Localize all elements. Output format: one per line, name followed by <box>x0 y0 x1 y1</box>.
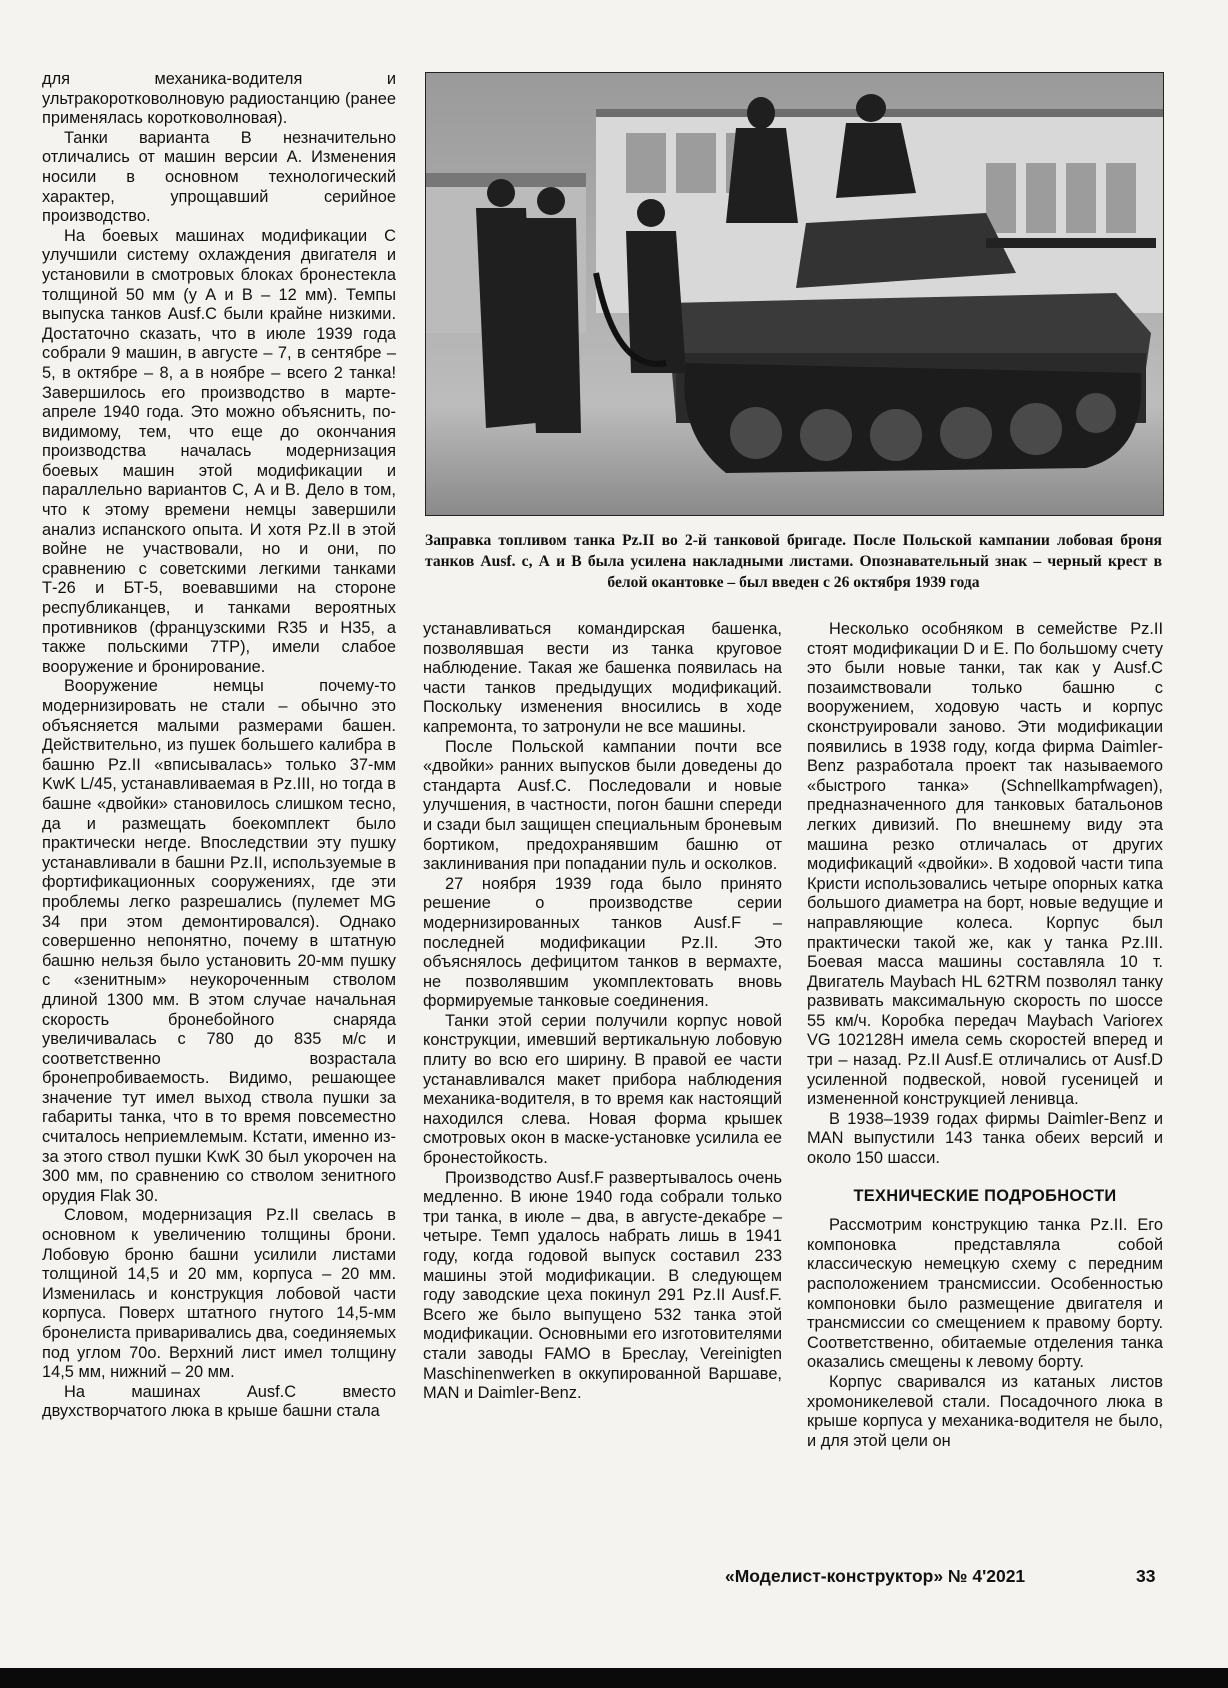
paragraph: После Польской кампании почти все «двойки» ранних выпусков были доведены до стандарта Ausf.C. Последовали и новые улучшения, в частности, погон башни спереди и сзади был защищен специальным броневым бортиком, предохранявшим башню от заклинивания при попадании пуль и осколков. <box>423 737 782 874</box>
journal-name: «Моделист-конструктор» № 4'2021 <box>725 1566 1026 1586</box>
paragraph: Корпус сваривался из катаных листов хромоникелевой стали. Посадочного люка в крыше корпуса у механика-водителя не было, и для этой цели он <box>807 1372 1163 1450</box>
text-column-3 <box>807 620 1163 1451</box>
paragraph: На машинах Ausf.C вместо двухстворчатого люка в крыше башни стала <box>42 1382 396 1421</box>
paragraph: В 1938–1939 годах фирмы Daimler-Benz и MAN выпустили 143 танка обеих версий и около 150 шасси. <box>807 1109 1163 1168</box>
paragraph: Вооружение немцы почему-то модернизировать не стали – обычно это объясняется малыми размерами башен. Действительно, из пушек большего калибра в башню Pz.II «вписывалась» только 37-мм KwK L/45, устанавливаемая в Pz.III, но тогда в башне «двойки» становилось слишком тесно, да и размещать боекомплект было практически негде. Впоследствии эту пушку устанавливали в башни Pz.II, используемые в фортификационных сооружениях, где эти проблемы легко разрешались (пулемет MG 34 при этом демонтировался). Однако совершенно непонятно, почему в штатную башню нельзя было установить 20-мм пушку с «зенитным» неукороченным стволом длиной 1300 мм. В этом случае начальная скорость бронебойного снаряда увеличивалась с 780 до 835 м/с и соответственно возрастала бронепробиваемость. Видимо, решающее значение тут имел выход ствола пушки за габариты танка, что в то время повсеместно считалось неприемлемым. Кстати, именно из-за этого ствол пушки KwK 30 был укорочен на 300 мм, по сравнению со стволом зенитного орудия Flak 30. <box>42 677 396 1205</box>
paragraph: Производство Ausf.F развертывалось очень медленно. В июне 1940 года собрали только три танка, в июле – два, в августе-декабре – четыре. Темп удалось набрать лишь в 1941 году, когда годовой выпуск составил 233 машины этой модификации. В следующем году заводские цеха покинул 291 Pz.II Ausf.F. Всего же было выпущено 532 танка этой модификации. Основными его изготовителями стали заводы FAMO в Бреслау, Vereinigten Maschinenwerken в оккупированной Варшаве, MAN и Daimler-Benz. <box>423 1168 782 1403</box>
paragraph: 27 ноября 1939 года было принято решение о производстве серии модернизированных танков Ausf.F – последней модификации Pz.II. Это объяснялось дефицитом танков в вермахте, не позволявшим укомплектовать вновь формируемые танковые соединения. <box>423 874 782 1011</box>
paragraph: Танки этой серии получили корпус новой конструкции, имевший вертикальную лобовую плиту во всю его ширину. В правой ее части устанавливался макет прибора наблюдения механика-водителя, в то время как настоящий находился слева. Новая форма крышек смотровых окон в маске-установке усилила ее бронестойкость. <box>423 1011 782 1168</box>
paragraph: Словом, модернизация Pz.II свелась в основном к увеличению толщины брони. Лобовую броню башни усилили листами толщиной 14,5 и 20 мм, корпуса – 20 мм. Изменилась и конструкция лобовой части корпуса. Поверх штатного гнутого 14,5-мм бронелиста приваривались два, соединяемых под углом 70о. Верхний лист имел толщину 14,5 мм, нижний – 20 мм. <box>42 1206 396 1382</box>
photo-caption: Заправка топливом танка Pz.II во 2-й танковой бригаде. После Польской кампании лобовая броня танков Ausf. c, А и В была усилена накладными листами. Опознавательный знак – черный крест в белой окантовке – был введен с 26 октября 1939 года <box>425 532 1162 591</box>
paragraph: На боевых машинах модификации С улучшили систему охлаждения двигателя и установили в смотровых блоках бронестекла толщиной 50 мм (у А и В – 12 мм). Темпы выпуска танков Ausf.C были крайне низкими. Достаточно сказать, что в июле 1939 года собрали 9 машин, в августе – 7, в сентябре – 5, в октябре – 8, а в ноябре – всего 2 танка! Завершилось его производство в марте-апреле 1940 года. Это можно объяснить, по-видимому, тем, что еще до окончания производства началась модернизация боевых машин этой модификации и параллельно вариантов С, А и В. Дело в том, что к этому времени немцы завершили анализ испанского опыта. И хотя Pz.II в этой войне не участвовали, но и они, по сравнению с советскими легкими танками Т-26 и БТ-5, воевавшими на стороне республиканцев, и танками вероятных противников (французскими R35 и Н35, а также польскими 7ТР), имели слабое вооружение и бронирование. <box>42 226 396 676</box>
tank-photo-illustration <box>426 73 1163 515</box>
paragraph: устанавливаться командирская башенка, позволявшая вести из танка круговое наблюдение. Такая же башенка появилась на части танков предыдущих модификаций. Поскольку изменения вносились в ходе капремонта, то затронули не все машины. <box>423 620 782 736</box>
scan-edge <box>0 1668 1228 1688</box>
page-number: 33 <box>1136 1566 1156 1586</box>
tank-photo <box>425 72 1164 516</box>
paragraph: Рассмотрим конструкцию танка Pz.II. Его компоновка представляла собой классическую немецкую схему с передним расположением трансмиссии. Особенностью компоновки было размещение двигателя и трансмиссии со смещением к правому борту. Соответственно, обитаемые отделения танка оказались смещены к левому борту. <box>807 1216 1163 1372</box>
paragraph: Несколько особняком в семействе Pz.II стоят модификации D и E. По большому счету это были новые танки, так как у Ausf.C позаимствовали только башню с вооружением, ходовую часть и корпус сконструировали заново. Эти модификации появились в 1938 году, когда фирма Daimler-Benz разработала проект так называемого «быстрого танка» (Schnellkampfwagen), предназначенного для танковых батальонов легких дивизий. По внешнему виду эта машина резко отличалась от других модификаций «двойки». В ходовой части типа Кристи использовались четыре опорных катка большого диаметра на борт, новые ведущие и направляющие колеса. Корпус был практически такой же, как у танка Pz.III. Боевая масса машины составляла 10 т. Двигатель Maybach HL 62TRM позволял танку развивать максимальную скорость по шоссе 55 км/ч. Коробка передач Maybach Variorex VG 102128H имела семь скоростей вперед и три – назад. Pz.II Ausf.E отличались от Ausf.D усиленной подвеской, новой гусеницей и измененной конструкцией ленивца. <box>807 620 1163 1109</box>
paragraph: для механика-водителя и ультракоротковолновую радиостанцию (ранее применялась коротковолновая). <box>42 70 396 128</box>
section-heading: ТЕХНИЧЕСКИЕ ПОДРОБНОСТИ <box>853 1186 1117 1205</box>
text-column-1 <box>42 70 396 1422</box>
text-column-2 <box>423 620 782 1404</box>
paragraph: Танки варианта В незначительно отличались от машин версии А. Изменения носили в основном технологический характер, упрощавший серийное производство. <box>42 128 396 226</box>
